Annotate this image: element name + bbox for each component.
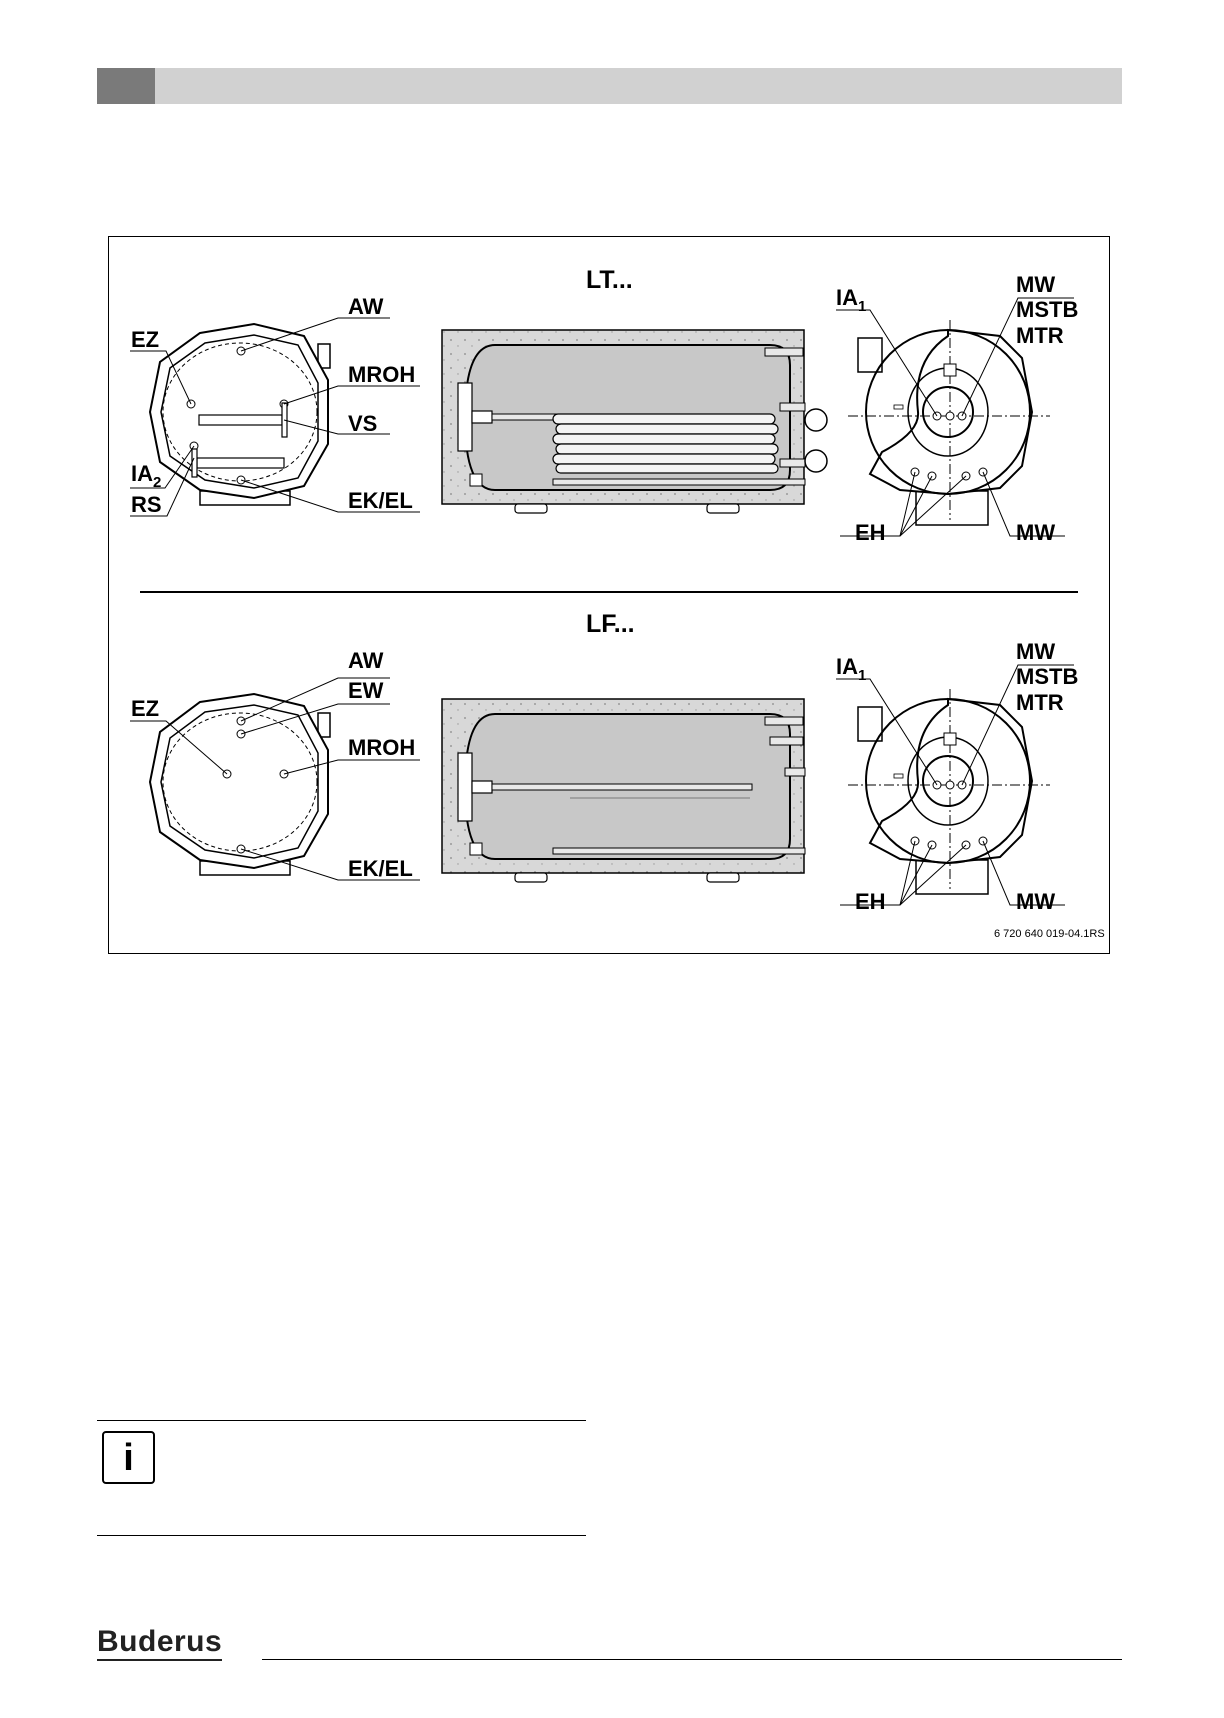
lt-side-view xyxy=(442,330,827,513)
lt-label-mw-bottom: MW xyxy=(1016,520,1056,545)
lt-label-ez: EZ xyxy=(131,327,160,352)
lt-label-ia1: $IA_1$ xyxy=(836,285,867,315)
lf-end-view-right xyxy=(848,689,1050,894)
lf-title: LF... xyxy=(586,610,635,638)
lf-label-ew: EW xyxy=(348,678,384,703)
lf-label-mroh: MROH xyxy=(348,735,416,760)
lt-label-mroh: MROH xyxy=(348,362,416,387)
lf-side-view xyxy=(442,699,805,882)
lf-label-mstb: MSTB xyxy=(1016,664,1079,689)
lt-label-mtr: MTR xyxy=(1016,323,1064,348)
lf-diagram xyxy=(130,610,1078,914)
buderus-logo: Buderus xyxy=(97,1626,222,1661)
lf-label-eh: EH xyxy=(855,889,886,914)
lt-title: LT... xyxy=(586,266,633,294)
lt-label-ekel: EK/EL xyxy=(348,488,413,513)
lf-end-view-left xyxy=(150,694,330,875)
lt-label-aw: AW xyxy=(348,294,384,319)
info-note-top-rule xyxy=(97,1420,586,1421)
lf-label-mtr: MTR xyxy=(1016,690,1064,715)
footer-rule xyxy=(262,1659,1122,1660)
lt-label-eh: EH xyxy=(855,520,886,545)
info-note-bottom-rule xyxy=(97,1535,586,1536)
lt-end-view-right xyxy=(848,320,1050,525)
lt-label-mstb: MSTB xyxy=(1016,297,1079,322)
lt-label-mw-top: MW xyxy=(1016,272,1056,297)
lt-label-ia2: $IA_2$ xyxy=(131,461,162,491)
info-icon: i xyxy=(102,1431,155,1484)
lf-label-ia1: $IA_1$ xyxy=(836,654,867,684)
lf-label-ekel: EK/EL xyxy=(348,856,413,881)
lt-label-vs: VS xyxy=(348,411,378,436)
lt-diagram xyxy=(130,266,1078,545)
lt-label-rs: RS xyxy=(131,492,162,517)
lt-end-view-left xyxy=(150,324,330,505)
lf-label-ez: EZ xyxy=(131,696,160,721)
lf-label-mw-bottom: MW xyxy=(1016,889,1056,914)
lf-label-mw-top: MW xyxy=(1016,639,1056,664)
figure-doc-number: 6 720 640 019-04.1RS xyxy=(994,928,1105,940)
lf-label-aw: AW xyxy=(348,648,384,673)
